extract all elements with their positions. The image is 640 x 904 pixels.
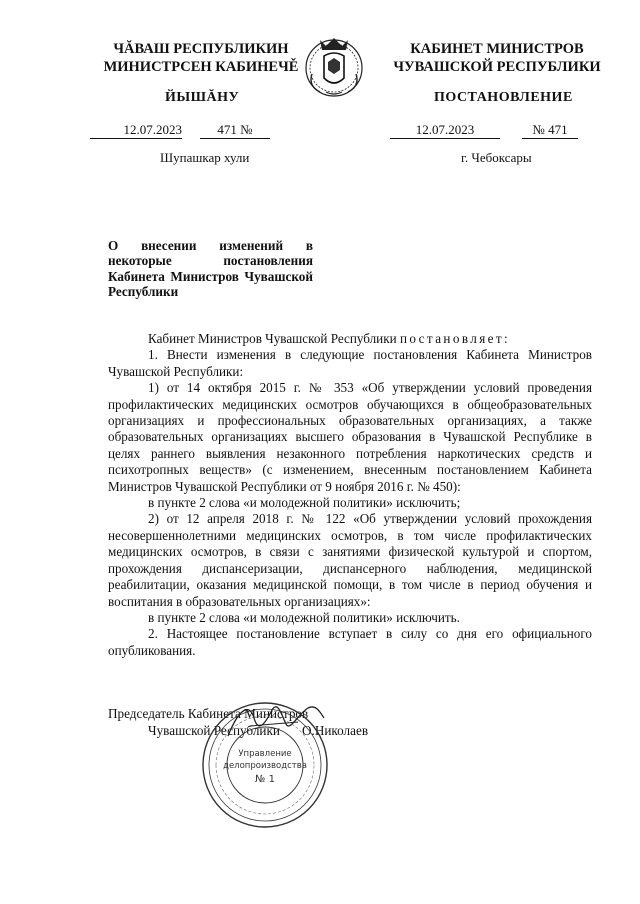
paragraph-2: 2. Настоящее постановление вступает в силу со дня его официального опубликования. xyxy=(108,626,592,658)
header-left-org xyxy=(96,40,306,76)
header-right-org-line1: КАБИНЕТ МИНИСТРОВ xyxy=(410,41,584,57)
header-right-doc-type: ПОСТАНОВЛЕНИЕ xyxy=(434,90,573,105)
header-left-city: Шупашкар хули xyxy=(160,150,250,165)
header-left-doc-type: ЙЫШĂНУ xyxy=(165,90,240,105)
stamp-line3: № 1 xyxy=(255,774,275,785)
signature-title-line2: Чувашской Республики xyxy=(148,723,280,738)
header-left-org-line1: ЧĂВАШ РЕСПУБЛИКИН xyxy=(113,41,289,57)
document-subject: О внесении изменений в некоторые постановления Кабинета Министров Чувашской Республики xyxy=(108,238,313,299)
stamp-line1: Управление xyxy=(238,749,292,759)
intro-paragraph: Кабинет Министров Чувашской Республики постановляет: xyxy=(148,331,511,346)
paragraph-1-2: 2) от 12 апреля 2018 г. № 122 «Об утверждении условий прохождения несовершеннолетними медицинских осмотров, в том числе профилактических медицинских осмотров, в связи с занятиями физической культурой и спортом, прохождения диспансеризации, диспансерного наблюдения, медицинской реабилитации, оказания медицинской помощи, в том числе в период обучения и воспитания в образовательных организациях»: xyxy=(108,511,592,609)
stamp-line2: делопроизводства xyxy=(223,761,307,771)
signature-name: О.Николаев xyxy=(302,723,369,738)
signature-title-line1: Председатель Кабинета Министров xyxy=(108,706,309,721)
paragraph-1-1-a: в пункте 2 слова «и молодежной политики» исключить; xyxy=(148,495,461,511)
header-left-number: 471 № xyxy=(200,122,270,139)
header-left-org-line2: МИНИСТРСЕН КАБИНЕЧĚ xyxy=(103,59,299,75)
paragraph-1-1: 1) от 14 октября 2015 г. № 353 «Об утверждении условий проведения профилактических медицинских осмотров обучающихся в общеобразовательных организациях и профессиональных образовательных организациях, а также образовательных организациях высшего образования в Чувашской Республике в целях раннего выявления незаконного потребления наркотических средств и психотропных веществ» (с изменением, внесенным постановлением Кабинета Министров Чувашской Республики от 9 ноября 2016 г. № 450): xyxy=(108,380,592,494)
header-right-date: 12.07.2023 xyxy=(390,122,500,139)
intro-verb: постановляет: xyxy=(399,331,511,346)
document-body xyxy=(108,331,592,659)
header-left-date: 12.07.2023 xyxy=(90,122,182,139)
paragraph-1-2-a: в пункте 2 слова «и молодежной политики» исключить. xyxy=(148,609,460,625)
header-right-number: № 471 xyxy=(522,122,578,139)
coat-of-arms-emblem xyxy=(298,30,370,102)
header-right-org xyxy=(392,40,602,76)
official-stamp xyxy=(198,698,332,832)
header-right-city: г. Чебоксары xyxy=(461,150,532,165)
header-right-org-line2: ЧУВАШСКОЙ РЕСПУБЛИКИ xyxy=(393,59,601,75)
paragraph-1: 1. Внести изменения в следующие постановления Кабинета Министров Чувашской Республики: xyxy=(108,347,592,379)
